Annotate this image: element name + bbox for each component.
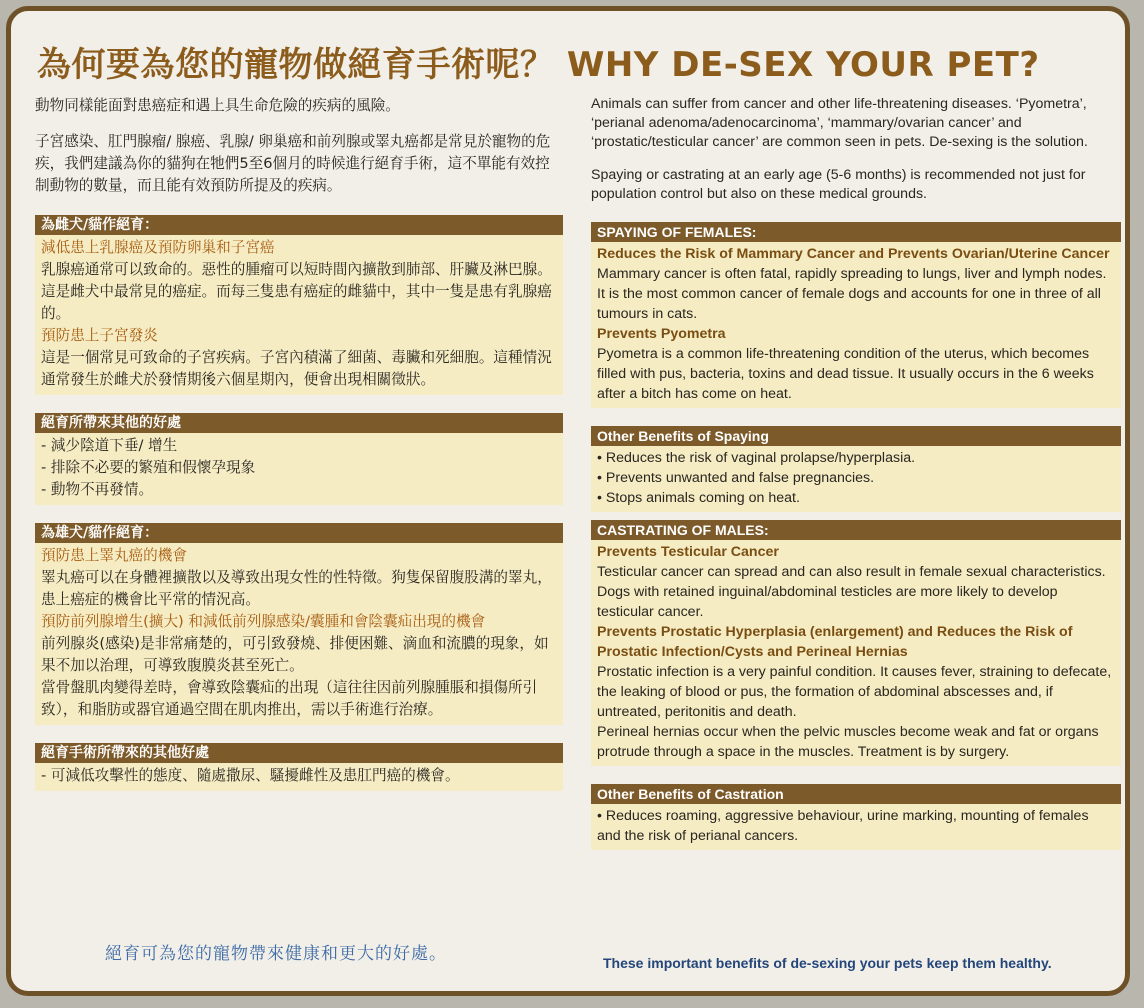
zh-male-text-2b: 當骨盤肌肉變得差時，會導致陰囊疝的出現（這往往因前列腺腫脹和損傷所引致），和脂肪或器官通過空間在肌肉推出，需以手術進行治療。 [41,679,538,718]
zh-male-sub-2: 預防前列腺增生(擴大) 和減低前列腺感染/囊腫和會陰囊疝出現的機會 [41,613,486,630]
zh-other-item: - 排除不必要的繁殖和假懷孕現象 [41,459,256,476]
en-spay-section [591,242,1121,408]
en-spay-text-1: Mammary cancer is often fatal, rapidly spreading to lungs, liver and lymph nodes. It is the most common cancer of female dogs and accounts for one in three of all tumours in cats. [597,266,1107,322]
zh-female-text-1a: 乳腺癌通常可以致命的。惡性的腫瘤可以短時間內擴散到肺部、肝臟及淋巴腺。 [41,261,552,278]
en-cast-text-2a: Prostatic infection is a very painful condition. It causes fever, straining to defecate, the leaking of blood or pus, the formation of abdominal abscesses and, if untreated, peritonitis and death. [597,664,1112,720]
zh-female-header: 為雌犬/貓作絕育： [35,215,563,235]
en-spay-other-header: Other Benefits of Spaying [591,426,1121,446]
en-cast-section [591,540,1121,766]
zh-other-item: - 動物不再發情。 [41,481,154,498]
en-spay-other-item: • Stops animals coming on heat. [597,490,800,506]
zh-male-sub-1: 預防患上睪丸癌的機會 [41,547,187,564]
en-spay-other-item: • Reduces the risk of vaginal prolapse/hyperplasia. [597,450,916,466]
zh-surgery-header: 絕育手術所帶來的其他好處 [35,743,563,763]
zh-male-text-2a: 前列腺炎(感染)是非常痛楚的，可引致發燒、排便困難、滴血和流膿的現象，如果不加以治理，可導致腹膜炎甚至死亡。 [41,635,549,674]
en-spay-sub-2: Prevents Pyometra [597,326,726,342]
en-spay-other-item: • Prevents unwanted and false pregnancies. [597,470,875,486]
page-title: 為何要為您的寵物做絕育手術呢？ WHY DE-SEX YOUR PET? [37,45,1040,85]
zh-female-sub-2: 預防患上子宮發炎 [41,327,158,344]
poster-frame [6,6,1130,996]
zh-other-header: 絕育所帶來其他的好處 [35,413,563,433]
en-cast-other-section [591,804,1121,850]
en-cast-text-2b: Perineal hernias occur when the pelvic muscles become weak and fat or organs protrude through a space in the muscles. Treatment is by surgery. [597,724,1099,760]
en-spay-text-2: Pyometra is a common life-threatening condition of the uterus, which becomes filled with pus, bacteria, toxins and dead tissue. It usually occurs in the 6 weeks after a bitch has come on heat. [597,346,1094,402]
en-spay-sub-1: Reduces the Risk of Mammary Cancer and Prevents Ovarian/Uterine Cancer [597,246,1110,262]
en-cast-sub-1: Prevents Testicular Cancer [597,544,779,560]
zh-male-section [35,543,563,725]
zh-intro-1: 動物同樣能面對患癌症和遇上具生命危險的疾病的風險。 [35,97,400,114]
en-spay-header: SPAYING OF FEMALES: [591,222,1121,242]
en-cast-sub-2: Prevents Prostatic Hyperplasia (enlargement) and Reduces the Risk of Prostatic Infection/Cysts and Perineal Hernias [597,624,1073,660]
zh-other-section [35,433,563,505]
en-cast-text-1b: Dogs with retained inguinal/abdominal testicles are more likely to develop testicular cancer. [597,584,1058,620]
en-spay-other-section [591,446,1121,512]
en-intro-2: Spaying or castrating at an early age (5-6 months) is recommended not just for population control but also on these medical grounds. [591,167,1086,202]
zh-female-text-1b: 這是雌犬中最常見的癌症。而每三隻患有癌症的雌貓中，其中一隻是患有乳腺癌的。 [41,283,552,322]
en-cast-text-1a: Testicular cancer can spread and can also result in female sexual characteristics. [597,564,1106,580]
zh-other-item: - 減少陰道下垂/ 增生 [41,437,178,454]
zh-closing-text: 絕育可為您的寵物帶來健康和更大的好處。 [105,944,447,964]
zh-female-section [35,235,563,395]
zh-intro-2: 子宮感染、肛門腺瘤/ 腺癌、乳腺/ 卵巢癌和前列腺或睪丸癌都是常見於寵物的危疾，我們建議為你的貓狗在牠們5至6個月的時候進行絕育手術，這不單能有效控制動物的數量，而且能有效預防所提及的疾病。 [35,133,551,194]
en-cast-other-header: Other Benefits of Castration [591,784,1121,804]
zh-male-text-1: 睪丸癌可以在身體裡擴散以及導致出現女性的性特徵。狗隻保留腹股溝的睪丸，患上癌症的機會比平常的情況高。 [41,569,552,608]
en-closing-text: These important benefits of de-sexing your pets keep them healthy. [603,955,1052,971]
zh-surgery-section [35,763,563,791]
chinese-column [35,95,563,791]
en-cast-other-item: • Reduces roaming, aggressive behaviour, urine marking, mounting of females and the risk of perianal cancers. [597,808,1089,844]
zh-male-header: 為雄犬/貓作絕育： [35,523,563,543]
zh-female-sub-1: 減低患上乳腺癌及預防卵巢和子宮癌 [41,239,275,256]
en-intro-1: Animals can suffer from cancer and other life-threatening diseases. ‘Pyometra’, ‘perianal adenoma/adenocarcinoma’, ‘mammary/ovarian cancer’ and ‘prostatic/testicular cancer’ are common seen in pets. De-sexing is the solution. [591,96,1088,150]
en-cast-header: CASTRATING OF MALES: [591,520,1121,540]
english-column [591,95,1121,850]
zh-female-text-2: 這是一個常見可致命的子宮疾病。子宮內積滿了細菌、毒臟和死細胞。這種情況通常發生於雌犬於發情期後六個星期內，便會出現相關徵狀。 [41,349,552,388]
zh-surgery-text: - 可減低攻擊性的態度、隨處撒尿、騷擾雌性及患肛門癌的機會。 [41,767,460,784]
